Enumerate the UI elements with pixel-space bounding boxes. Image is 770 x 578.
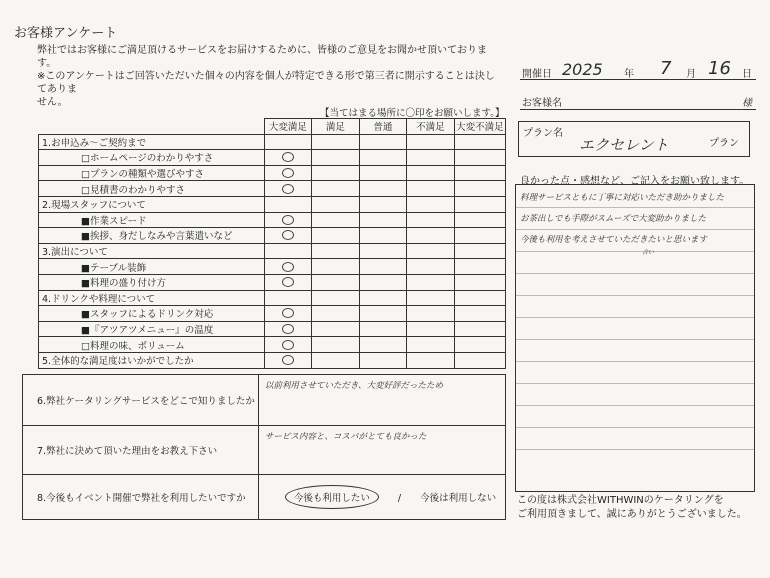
item-row <box>39 150 506 166</box>
rating-cell[interactable] <box>454 274 505 290</box>
item-row <box>39 181 506 197</box>
form-title: お客様アンケート <box>14 26 118 41</box>
rating-cell[interactable] <box>312 290 360 306</box>
plan-value[interactable]: エクセレント <box>579 136 669 154</box>
rating-cell[interactable] <box>407 150 455 166</box>
plan-label: プラン名 <box>523 128 563 139</box>
circle-mark-icon <box>282 355 294 365</box>
rating-cell[interactable] <box>454 337 505 353</box>
circle-mark-icon <box>282 262 294 272</box>
circle-mark-icon <box>282 340 294 350</box>
rating-cell[interactable] <box>407 196 455 212</box>
event-date <box>520 60 756 80</box>
section-label: 1.お申込み～ご契約まで <box>39 134 265 150</box>
rating-cell[interactable] <box>264 150 312 166</box>
section-label: 2.現場スタッフについて <box>39 196 265 212</box>
rating-cell[interactable] <box>264 196 312 212</box>
item-row <box>39 165 506 181</box>
circle-mark-icon <box>282 184 294 194</box>
rating-cell[interactable] <box>312 134 360 150</box>
rating-cell[interactable] <box>264 212 312 228</box>
rating-cell[interactable] <box>312 337 360 353</box>
q8-option-yes[interactable]: 今後も利用したい <box>285 485 379 509</box>
thanks-line: この度は株式会社WITHWINのケータリングを <box>517 495 724 506</box>
instruction-text: 【当てはまる場所に〇印をお願いします。】 <box>320 108 505 119</box>
table-header-row <box>39 119 506 135</box>
rating-cell[interactable] <box>454 165 505 181</box>
rating-cell[interactable] <box>359 150 407 166</box>
item-row <box>39 306 506 322</box>
rating-cell[interactable] <box>359 228 407 244</box>
date-month[interactable]: 7 <box>660 58 672 79</box>
rating-cell[interactable] <box>454 181 505 197</box>
column-header: 大変不満足 <box>454 119 505 135</box>
rating-cell[interactable] <box>312 274 360 290</box>
comment-line: 今後も利用を考えさせていただきたいと思います <box>520 235 708 245</box>
rating-cell[interactable] <box>454 134 505 150</box>
rating-cell[interactable] <box>264 274 312 290</box>
intro-line: ※このアンケートはご回答いただいた個々の内容を個人が特定できる形で第三者に開示することは決してありま <box>37 71 495 95</box>
rating-cell[interactable] <box>454 321 505 337</box>
rating-cell[interactable] <box>359 181 407 197</box>
item-label: □プランの種類や選びやすさ <box>39 165 265 181</box>
date-label: 開催日 <box>522 69 552 80</box>
rating-cell[interactable] <box>359 243 407 259</box>
rating-cell[interactable] <box>407 181 455 197</box>
rating-cell[interactable] <box>312 196 360 212</box>
plan-suffix: プラン <box>709 138 739 149</box>
date-month-unit: 月 <box>686 69 696 80</box>
thanks-message <box>517 494 747 522</box>
rating-cell[interactable] <box>454 290 505 306</box>
q8-options <box>258 475 505 520</box>
comments-box[interactable] <box>515 184 755 492</box>
section-row <box>39 243 506 259</box>
section-row <box>39 290 506 306</box>
rating-cell[interactable] <box>264 134 312 150</box>
customer-label: お客様名 <box>522 98 562 109</box>
item-label: ■挨拶、身だしなみや言葉遣いなど <box>39 228 265 244</box>
item-row <box>39 337 506 353</box>
rating-cell[interactable] <box>312 352 360 368</box>
date-year[interactable]: 2025 <box>562 60 603 79</box>
rating-cell[interactable] <box>359 196 407 212</box>
rating-cell[interactable] <box>454 243 505 259</box>
questions-table <box>22 374 506 520</box>
rating-cell[interactable] <box>407 274 455 290</box>
item-label: ■テーブル装飾 <box>39 259 265 275</box>
rating-cell[interactable] <box>359 212 407 228</box>
rating-cell[interactable] <box>312 150 360 166</box>
intro-text <box>37 44 497 109</box>
q8-question: 8.今後もイベント開催で弊社を利用したいですか <box>23 475 259 520</box>
section-label: 4.ドリンクや料理について <box>39 290 265 306</box>
column-header: 不満足 <box>407 119 455 135</box>
rating-cell[interactable] <box>264 165 312 181</box>
satisfaction-table <box>38 118 506 369</box>
section-row <box>39 134 506 150</box>
q7-answer-cell[interactable] <box>258 426 505 475</box>
column-header: 普通 <box>359 119 407 135</box>
rating-cell[interactable] <box>312 243 360 259</box>
rating-cell[interactable] <box>312 321 360 337</box>
rating-cell[interactable] <box>264 290 312 306</box>
rating-cell[interactable] <box>407 290 455 306</box>
item-label: ■作業スピード <box>39 212 265 228</box>
rating-cell[interactable] <box>264 259 312 275</box>
q8-option-no[interactable]: 今後は利用しない <box>420 493 497 504</box>
rating-cell[interactable] <box>407 337 455 353</box>
item-row <box>39 321 506 337</box>
rating-cell[interactable] <box>454 306 505 322</box>
rating-cell[interactable] <box>454 352 505 368</box>
column-header: 満足 <box>312 119 360 135</box>
circle-mark-icon <box>282 277 294 287</box>
rating-cell[interactable] <box>312 259 360 275</box>
date-year-unit: 年 <box>624 69 634 80</box>
rating-cell[interactable] <box>359 306 407 322</box>
rating-cell[interactable] <box>264 321 312 337</box>
rating-cell[interactable] <box>454 228 505 244</box>
circle-mark-icon <box>282 168 294 178</box>
rating-cell[interactable] <box>407 243 455 259</box>
rating-cell[interactable] <box>312 181 360 197</box>
q7-answer: サービス内容と、コスパがとても良かった <box>264 432 427 442</box>
question-row <box>23 375 506 426</box>
q7-question: 7.弊社に決めて頂いた理由をお教え下さい <box>23 426 259 475</box>
comment-line: 料理サービスともに丁寧に対応いただき助かりました <box>520 193 725 203</box>
rating-cell[interactable] <box>454 150 505 166</box>
circle-mark-icon <box>282 324 294 334</box>
rating-cell[interactable] <box>264 181 312 197</box>
rating-cell[interactable] <box>407 306 455 322</box>
q6-answer: 以前利用させていただき、大変好評だったため <box>264 381 444 391</box>
header-blank <box>39 119 265 135</box>
rating-cell[interactable] <box>264 306 312 322</box>
intro-line: 弊社ではお客様にご満足頂けるサービスをお届けするために、皆様のご意見をお聞かせ頂いております。 <box>37 45 487 69</box>
item-row <box>39 212 506 228</box>
section-label: 3.演出について <box>39 243 265 259</box>
thanks-line: ご利用頂きまして、誠にありがとうございました。 <box>517 509 747 520</box>
item-label: ■料理の盛り付け方 <box>39 274 265 290</box>
section-label: 5.全体的な満足度はいかがでしたか <box>39 352 265 368</box>
comment-annotation: 合い <box>642 249 655 256</box>
rating-cell[interactable] <box>359 290 407 306</box>
customer-name-field[interactable] <box>520 92 756 110</box>
rating-cell[interactable] <box>359 352 407 368</box>
question-row <box>23 475 506 520</box>
rating-cell[interactable] <box>407 212 455 228</box>
q6-question: 6.弊社ケータリングサービスをどこで知りましたか <box>23 375 259 426</box>
rating-cell[interactable] <box>359 321 407 337</box>
question-row <box>23 426 506 475</box>
rating-cell[interactable] <box>359 165 407 181</box>
circle-mark-icon <box>282 152 294 162</box>
rating-cell[interactable] <box>312 306 360 322</box>
date-day[interactable]: 16 <box>708 58 731 79</box>
rating-cell[interactable] <box>359 274 407 290</box>
comment-line: お茶出しでも手際がスムーズで大変助かりました <box>520 214 707 224</box>
section-row <box>39 352 506 368</box>
q6-answer-cell[interactable] <box>258 375 505 426</box>
plan-box <box>518 121 750 157</box>
item-row <box>39 259 506 275</box>
rating-cell[interactable] <box>454 259 505 275</box>
rating-cell[interactable] <box>407 165 455 181</box>
item-label: ■『アツアツメニュー』の温度 <box>39 321 265 337</box>
intro-line: せん。 <box>37 97 68 108</box>
rating-cell[interactable] <box>264 228 312 244</box>
rating-cell[interactable] <box>359 337 407 353</box>
rating-cell[interactable] <box>312 212 360 228</box>
comments-label: 良かった点・感想など、ご記入をお願い致します。 <box>520 176 750 187</box>
column-header: 大変満足 <box>264 119 312 135</box>
rating-cell[interactable] <box>407 259 455 275</box>
rating-cell[interactable] <box>454 212 505 228</box>
item-row <box>39 228 506 244</box>
rating-cell[interactable] <box>359 134 407 150</box>
rating-cell[interactable] <box>264 352 312 368</box>
item-row <box>39 274 506 290</box>
item-label: □料理の味、ボリューム <box>39 337 265 353</box>
item-label: □ホームページのわかりやすさ <box>39 150 265 166</box>
date-day-unit: 日 <box>742 69 752 80</box>
item-label: □見積書のわかりやすさ <box>39 181 265 197</box>
rating-cell[interactable] <box>407 352 455 368</box>
circle-mark-icon <box>282 308 294 318</box>
rating-cell[interactable] <box>407 228 455 244</box>
rating-cell[interactable] <box>312 228 360 244</box>
circle-mark-icon <box>282 230 294 240</box>
section-row <box>39 196 506 212</box>
rating-cell[interactable] <box>407 134 455 150</box>
rating-cell[interactable] <box>454 196 505 212</box>
rating-cell[interactable] <box>264 337 312 353</box>
q8-separator: / <box>397 493 402 504</box>
rating-cell[interactable] <box>407 321 455 337</box>
circle-mark-icon <box>282 215 294 225</box>
customer-suffix: 様 <box>742 98 752 109</box>
rating-cell[interactable] <box>359 259 407 275</box>
item-label: ■スタッフによるドリンク対応 <box>39 306 265 322</box>
rating-cell[interactable] <box>312 165 360 181</box>
rating-cell[interactable] <box>264 243 312 259</box>
